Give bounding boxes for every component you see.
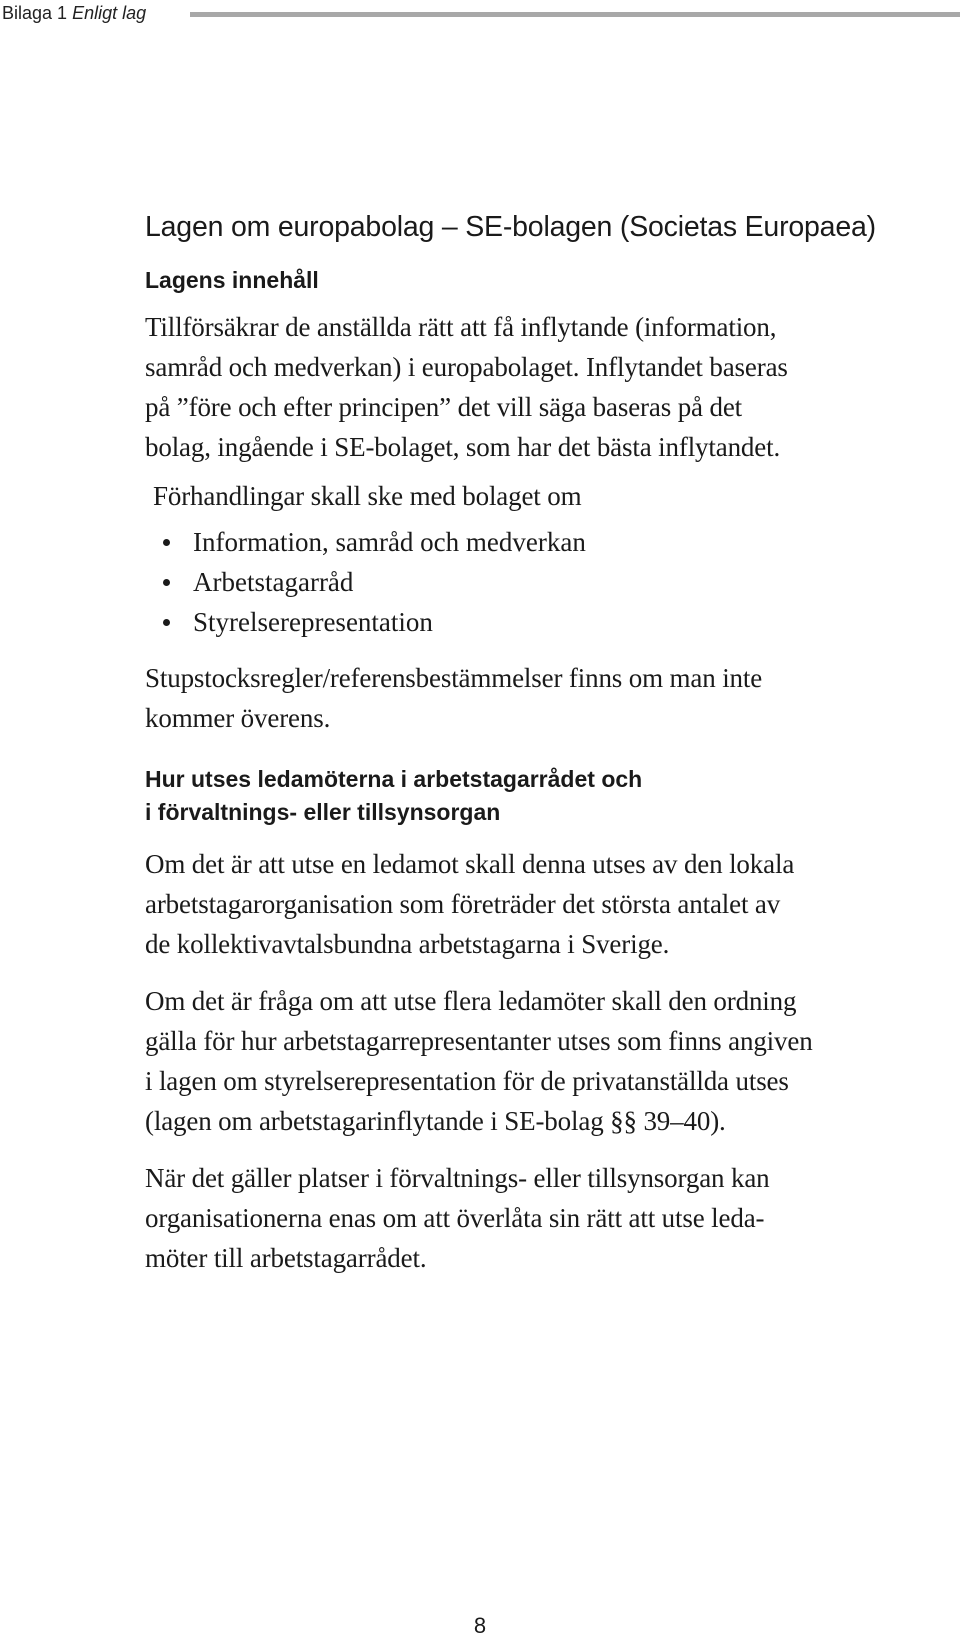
- negotiation-topics-list: [145, 522, 960, 642]
- text-line: i lagen om styrelserepresentation för de privatanställda utses: [145, 1066, 789, 1096]
- heading-line: i förvaltnings- eller tillsynsorgan: [145, 799, 501, 825]
- list-item: Styrelserepresentation: [145, 602, 960, 642]
- text-line: på ”före och efter principen” det vill säga baseras på det: [145, 392, 743, 422]
- text-line: Stupstocksregler/referensbestämmelser finns om man inte: [145, 663, 763, 693]
- text-line: möter till arbetstagarrådet.: [145, 1243, 427, 1273]
- document-title: Lagen om europabolag – SE-bolagen (Societas Europaea): [145, 211, 876, 243]
- text-line: (lagen om arbetstagarinflytande i SE-bolag §§ 39–40).: [145, 1106, 726, 1136]
- board-seats-paragraph: [145, 1158, 960, 1278]
- text-line: Om det är fråga om att utse flera ledamöter skall den ordning: [145, 986, 797, 1016]
- appendix-label: Bilaga 1: [2, 3, 68, 23]
- list-item: Information, samråd och medverkan: [145, 522, 960, 562]
- text-line: organisationerna enas om att överlåta sin rätt att utse leda-: [145, 1203, 765, 1233]
- text-line: bolag, ingående i SE-bolaget, som har det bästa inflytandet.: [145, 432, 781, 462]
- text-line: Förhandlingar skall ske med bolaget om: [153, 481, 582, 511]
- intro-paragraph: [145, 307, 960, 467]
- text-line: När det gäller platser i förvaltnings- eller tillsynsorgan kan: [145, 1163, 770, 1193]
- list-item: Arbetstagarråd: [145, 562, 960, 602]
- text-line: Tillförsäkrar de anställda rätt att få inflytande (information,: [145, 312, 777, 342]
- text-line: arbetstagarorganisation som företräder det största antalet av: [145, 889, 781, 919]
- section-heading-contents: Lagens innehåll: [145, 267, 319, 293]
- single-member-paragraph: [145, 844, 960, 964]
- multiple-members-paragraph: [145, 981, 960, 1141]
- text-line: de kollektivavtalsbundna arbetstagarna i Sverige.: [145, 929, 670, 959]
- section-heading-appointment: [145, 763, 960, 829]
- text-line: samråd och medverkan) i europabolaget. Inflytandet baseras: [145, 352, 788, 382]
- running-header-text: [2, 3, 146, 24]
- text-line: Om det är att utse en ledamot skall denna utses av den lokala: [145, 849, 795, 879]
- appendix-subtitle: Enligt lag: [72, 3, 147, 23]
- header-rule: [190, 12, 960, 17]
- heading-line: Hur utses ledamöterna i arbetstagarrådet och: [145, 766, 643, 792]
- text-line: gälla för hur arbetstagarrepresentanter utses som finns angiven: [145, 1026, 813, 1056]
- running-header: [0, 0, 960, 32]
- page-number: 8: [473, 1613, 487, 1638]
- page-content: [145, 200, 960, 1278]
- fallback-rules-paragraph: [145, 658, 960, 738]
- text-line: kommer överens.: [145, 703, 331, 733]
- negotiation-lead: [145, 476, 960, 516]
